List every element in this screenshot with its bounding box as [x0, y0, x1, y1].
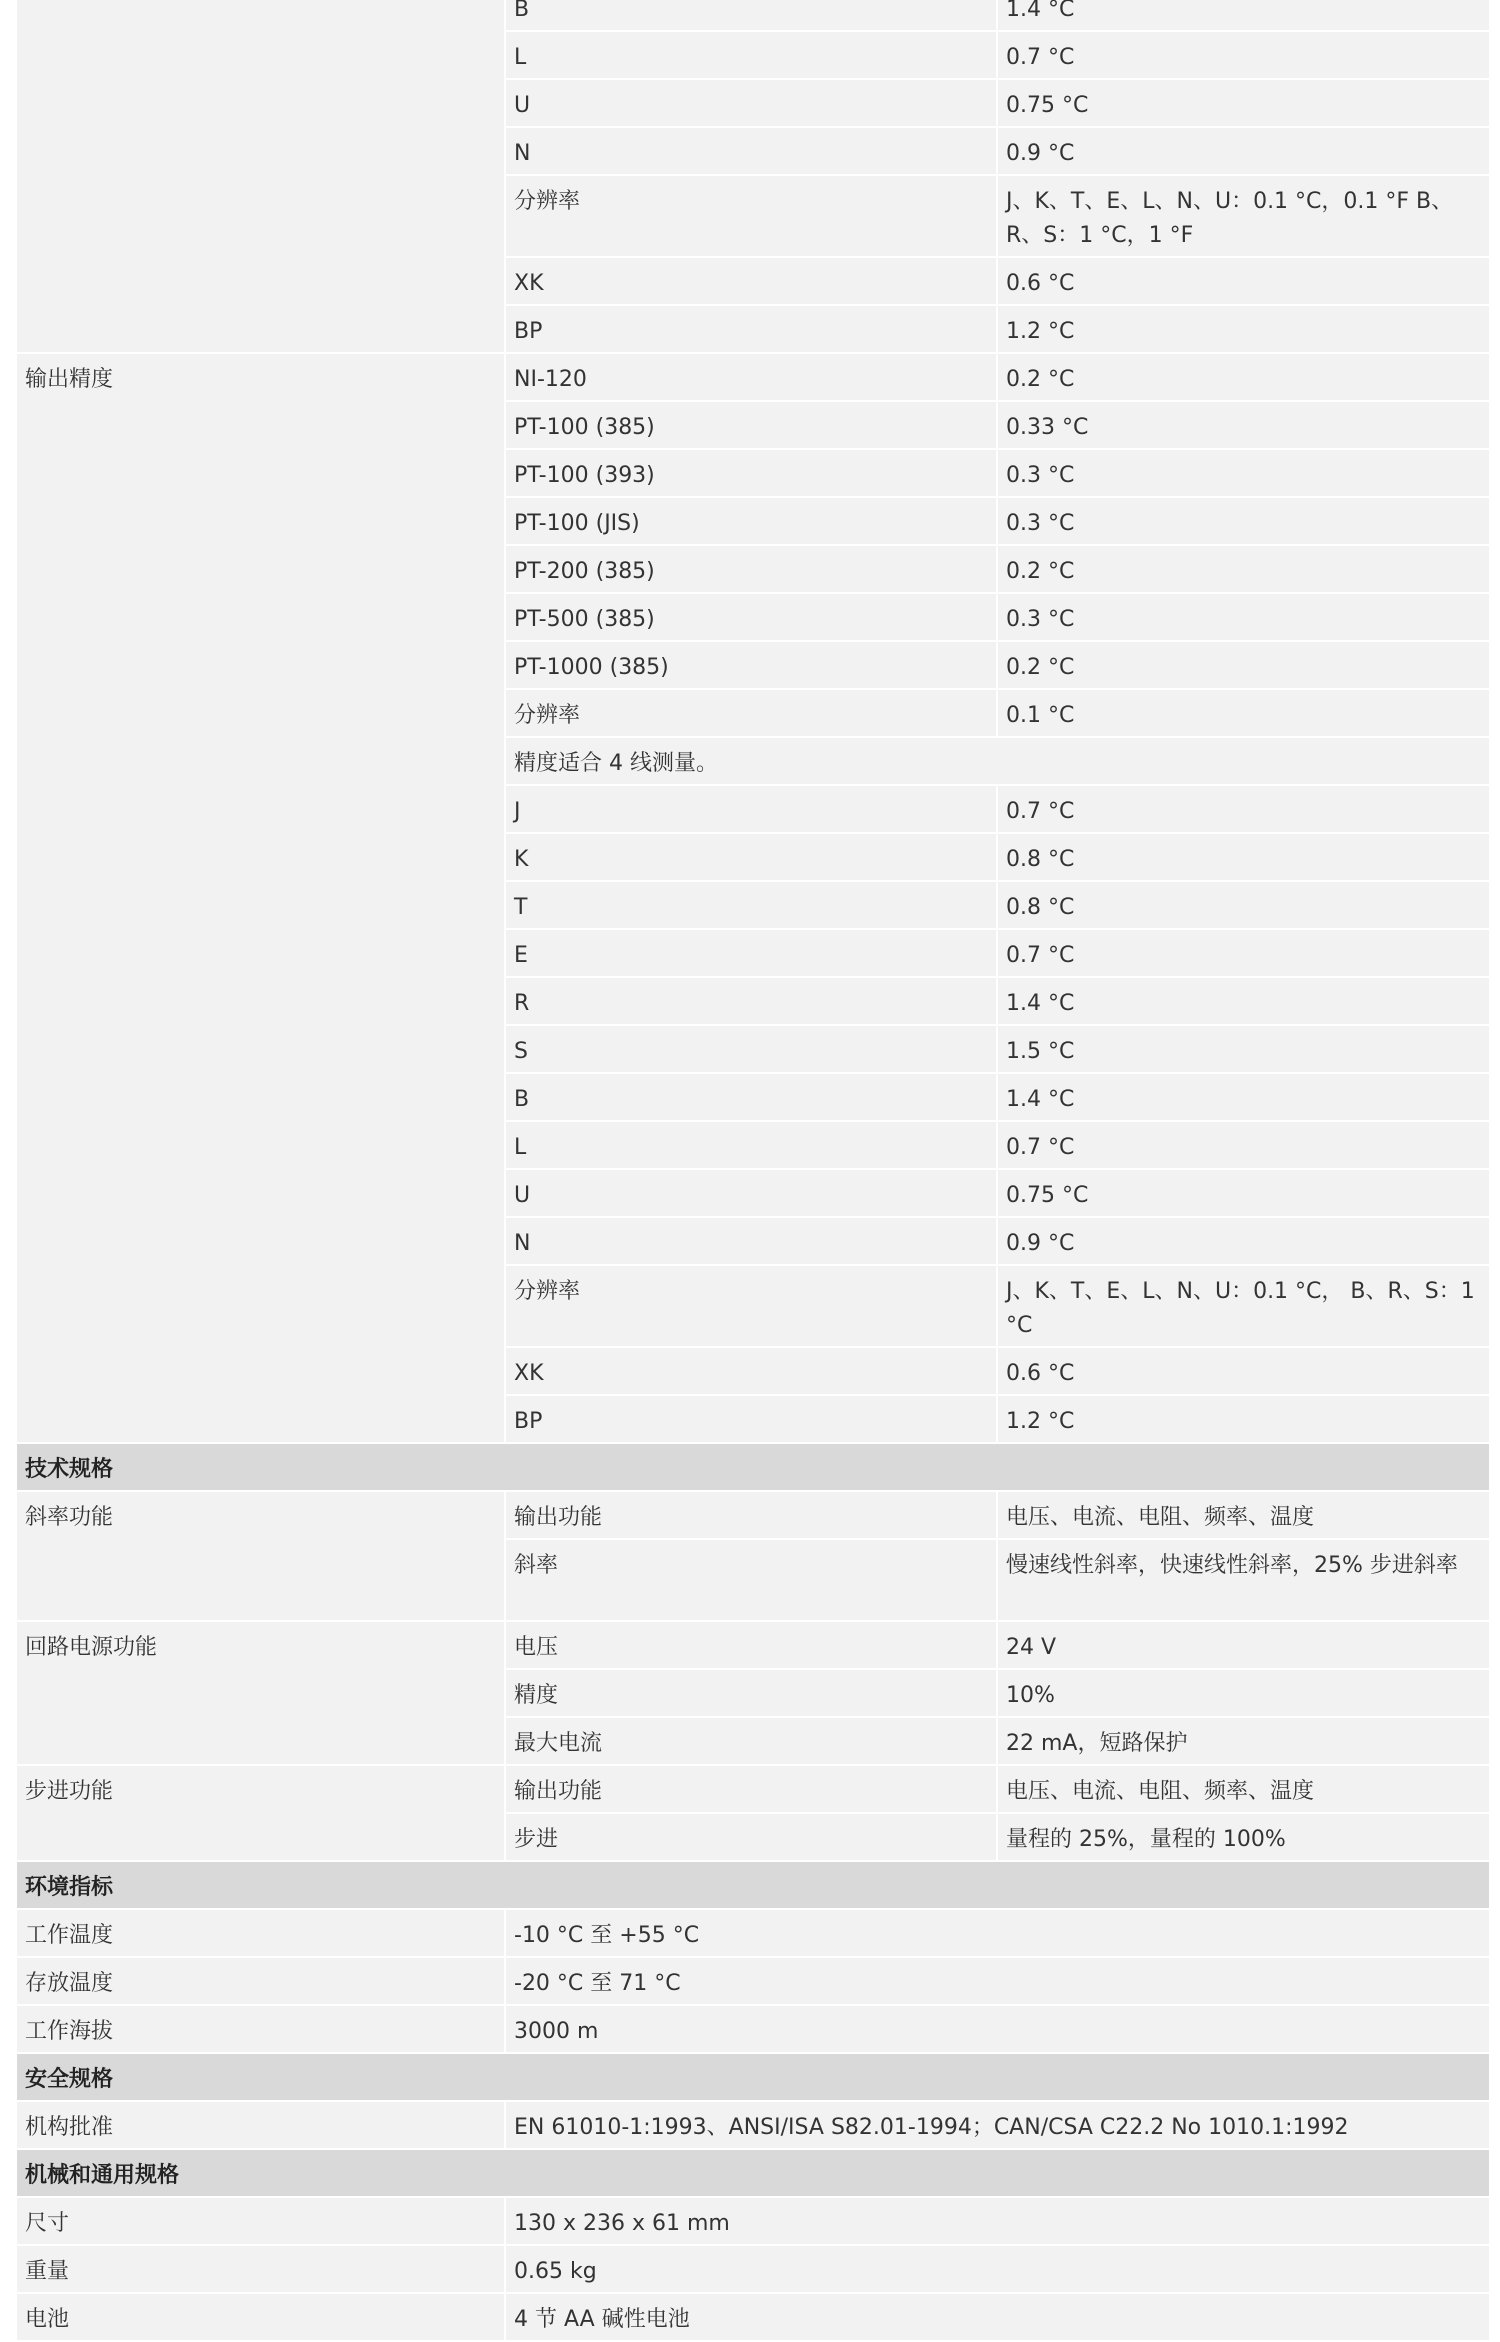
- table-row: [16, 2293, 1490, 2341]
- param-cell: N: [505, 1217, 997, 1265]
- value-cell: 0.6 °C: [997, 257, 1490, 305]
- param-cell: 步进: [505, 1813, 997, 1861]
- param-cell: 工作海拔: [16, 2005, 505, 2053]
- value-cell: 1.2 °C: [997, 305, 1490, 353]
- param-cell: XK: [505, 257, 997, 305]
- param-cell: N: [505, 127, 997, 175]
- table-row: [16, 1491, 1490, 1539]
- param-cell: XK: [505, 1347, 997, 1395]
- table-row: [16, 1909, 1490, 1957]
- table-row: [16, 2101, 1490, 2149]
- param-cell: L: [505, 1121, 997, 1169]
- value-cell: 0.65 kg: [505, 2245, 1490, 2293]
- value-cell: 1.4 °C: [997, 0, 1490, 31]
- table-row: [16, 1621, 1490, 1669]
- param-cell: 最大电流: [505, 1717, 997, 1765]
- value-cell: -10 °C 至 +55 °C: [505, 1909, 1490, 1957]
- value-cell: 1.4 °C: [997, 1073, 1490, 1121]
- param-cell: 存放温度: [16, 1957, 505, 2005]
- param-cell: 斜率: [505, 1539, 997, 1621]
- param-cell: B: [505, 0, 997, 31]
- value-cell: 0.2 °C: [997, 641, 1490, 689]
- value-cell: 0.7 °C: [997, 785, 1490, 833]
- section-header-safety: [16, 2053, 1490, 2101]
- value-cell: 0.75 °C: [997, 79, 1490, 127]
- param-cell: BP: [505, 305, 997, 353]
- accuracy-note: 精度适合 4 线测量。: [505, 737, 1490, 785]
- value-cell: 0.33 °C: [997, 401, 1490, 449]
- param-cell: U: [505, 79, 997, 127]
- table-row: [16, 2245, 1490, 2293]
- param-cell: 分辨率: [505, 1265, 997, 1347]
- value-cell: 0.75 °C: [997, 1169, 1490, 1217]
- table-row: [16, 2005, 1490, 2053]
- value-cell: 4 节 AA 碱性电池: [505, 2293, 1490, 2341]
- param-cell: U: [505, 1169, 997, 1217]
- param-cell: PT-100 (393): [505, 449, 997, 497]
- value-cell: 0.3 °C: [997, 449, 1490, 497]
- param-cell: PT-200 (385): [505, 545, 997, 593]
- value-cell: 0.1 °C: [997, 689, 1490, 737]
- param-cell: 重量: [16, 2245, 505, 2293]
- step-function-label: 步进功能: [16, 1765, 505, 1861]
- param-cell: 输出功能: [505, 1765, 997, 1813]
- section-header-environment: [16, 1861, 1490, 1909]
- group-label-cell: [16, 0, 505, 353]
- loop-power-label: 回路电源功能: [16, 1621, 505, 1765]
- section-title: 安全规格: [16, 2053, 1490, 2101]
- value-cell: 电压、电流、电阻、频率、温度: [997, 1491, 1490, 1539]
- table-row: [16, 2197, 1490, 2245]
- param-cell: PT-100 (JIS): [505, 497, 997, 545]
- table-row: [16, 353, 1490, 401]
- value-cell: 0.7 °C: [997, 929, 1490, 977]
- param-cell: E: [505, 929, 997, 977]
- value-cell: 量程的 25%，量程的 100%: [997, 1813, 1490, 1861]
- param-cell: 精度: [505, 1669, 997, 1717]
- param-cell: 电池: [16, 2293, 505, 2341]
- output-accuracy-label: 输出精度: [16, 353, 505, 1443]
- value-cell: 22 mA，短路保护: [997, 1717, 1490, 1765]
- value-cell: 24 V: [997, 1621, 1490, 1669]
- value-cell: 0.8 °C: [997, 833, 1490, 881]
- param-cell: 分辨率: [505, 175, 997, 257]
- value-cell: 0.3 °C: [997, 497, 1490, 545]
- section-title: 环境指标: [16, 1861, 1490, 1909]
- value-cell: 0.2 °C: [997, 353, 1490, 401]
- value-cell: -20 °C 至 71 °C: [505, 1957, 1490, 2005]
- value-cell: J、K、T、E、L、N、U：0.1 °C， B、R、S：1 °C: [997, 1265, 1490, 1347]
- param-cell: PT-500 (385): [505, 593, 997, 641]
- value-cell: 0.6 °C: [997, 1347, 1490, 1395]
- param-cell: T: [505, 881, 997, 929]
- param-cell: R: [505, 977, 997, 1025]
- section-header-tech-specs: [16, 1443, 1490, 1491]
- value-cell: 3000 m: [505, 2005, 1490, 2053]
- section-title: 技术规格: [16, 1443, 1490, 1491]
- value-cell: 1.5 °C: [997, 1025, 1490, 1073]
- value-cell: J、K、T、E、L、N、U：0.1 °C，0.1 °F B、R、S：1 °C，1 °F: [997, 175, 1490, 257]
- param-cell: 输出功能: [505, 1491, 997, 1539]
- value-cell: 0.7 °C: [997, 31, 1490, 79]
- param-cell: S: [505, 1025, 997, 1073]
- value-cell: 电压、电流、电阻、频率、温度: [997, 1765, 1490, 1813]
- value-cell: 0.9 °C: [997, 127, 1490, 175]
- param-cell: 机构批准: [16, 2101, 505, 2149]
- param-cell: 尺寸: [16, 2197, 505, 2245]
- table-row: [16, 0, 1490, 31]
- value-cell: EN 61010-1:1993、ANSI/ISA S82.01-1994；CAN/CSA C22.2 No 1010.1:1992: [505, 2101, 1490, 2149]
- table-row: [16, 1957, 1490, 2005]
- spec-table: [15, 0, 1491, 2342]
- param-cell: NI-120: [505, 353, 997, 401]
- table-row: [16, 1765, 1490, 1813]
- param-cell: L: [505, 31, 997, 79]
- value-cell: 0.9 °C: [997, 1217, 1490, 1265]
- value-cell: 1.4 °C: [997, 977, 1490, 1025]
- param-cell: J: [505, 785, 997, 833]
- value-cell: 慢速线性斜率，快速线性斜率，25% 步进斜率: [997, 1539, 1490, 1621]
- param-cell: 工作温度: [16, 1909, 505, 1957]
- param-cell: PT-100 (385): [505, 401, 997, 449]
- value-cell: 0.8 °C: [997, 881, 1490, 929]
- value-cell: 0.3 °C: [997, 593, 1490, 641]
- value-cell: 0.2 °C: [997, 545, 1490, 593]
- param-cell: K: [505, 833, 997, 881]
- param-cell: B: [505, 1073, 997, 1121]
- section-title: 机械和通用规格: [16, 2149, 1490, 2197]
- param-cell: PT-1000 (385): [505, 641, 997, 689]
- value-cell: 0.7 °C: [997, 1121, 1490, 1169]
- value-cell: 130 x 236 x 61 mm: [505, 2197, 1490, 2245]
- param-cell: 电压: [505, 1621, 997, 1669]
- param-cell: 分辨率: [505, 689, 997, 737]
- value-cell: 1.2 °C: [997, 1395, 1490, 1443]
- ramp-function-label: 斜率功能: [16, 1491, 505, 1621]
- value-cell: 10%: [997, 1669, 1490, 1717]
- param-cell: BP: [505, 1395, 997, 1443]
- section-header-mechanical: [16, 2149, 1490, 2197]
